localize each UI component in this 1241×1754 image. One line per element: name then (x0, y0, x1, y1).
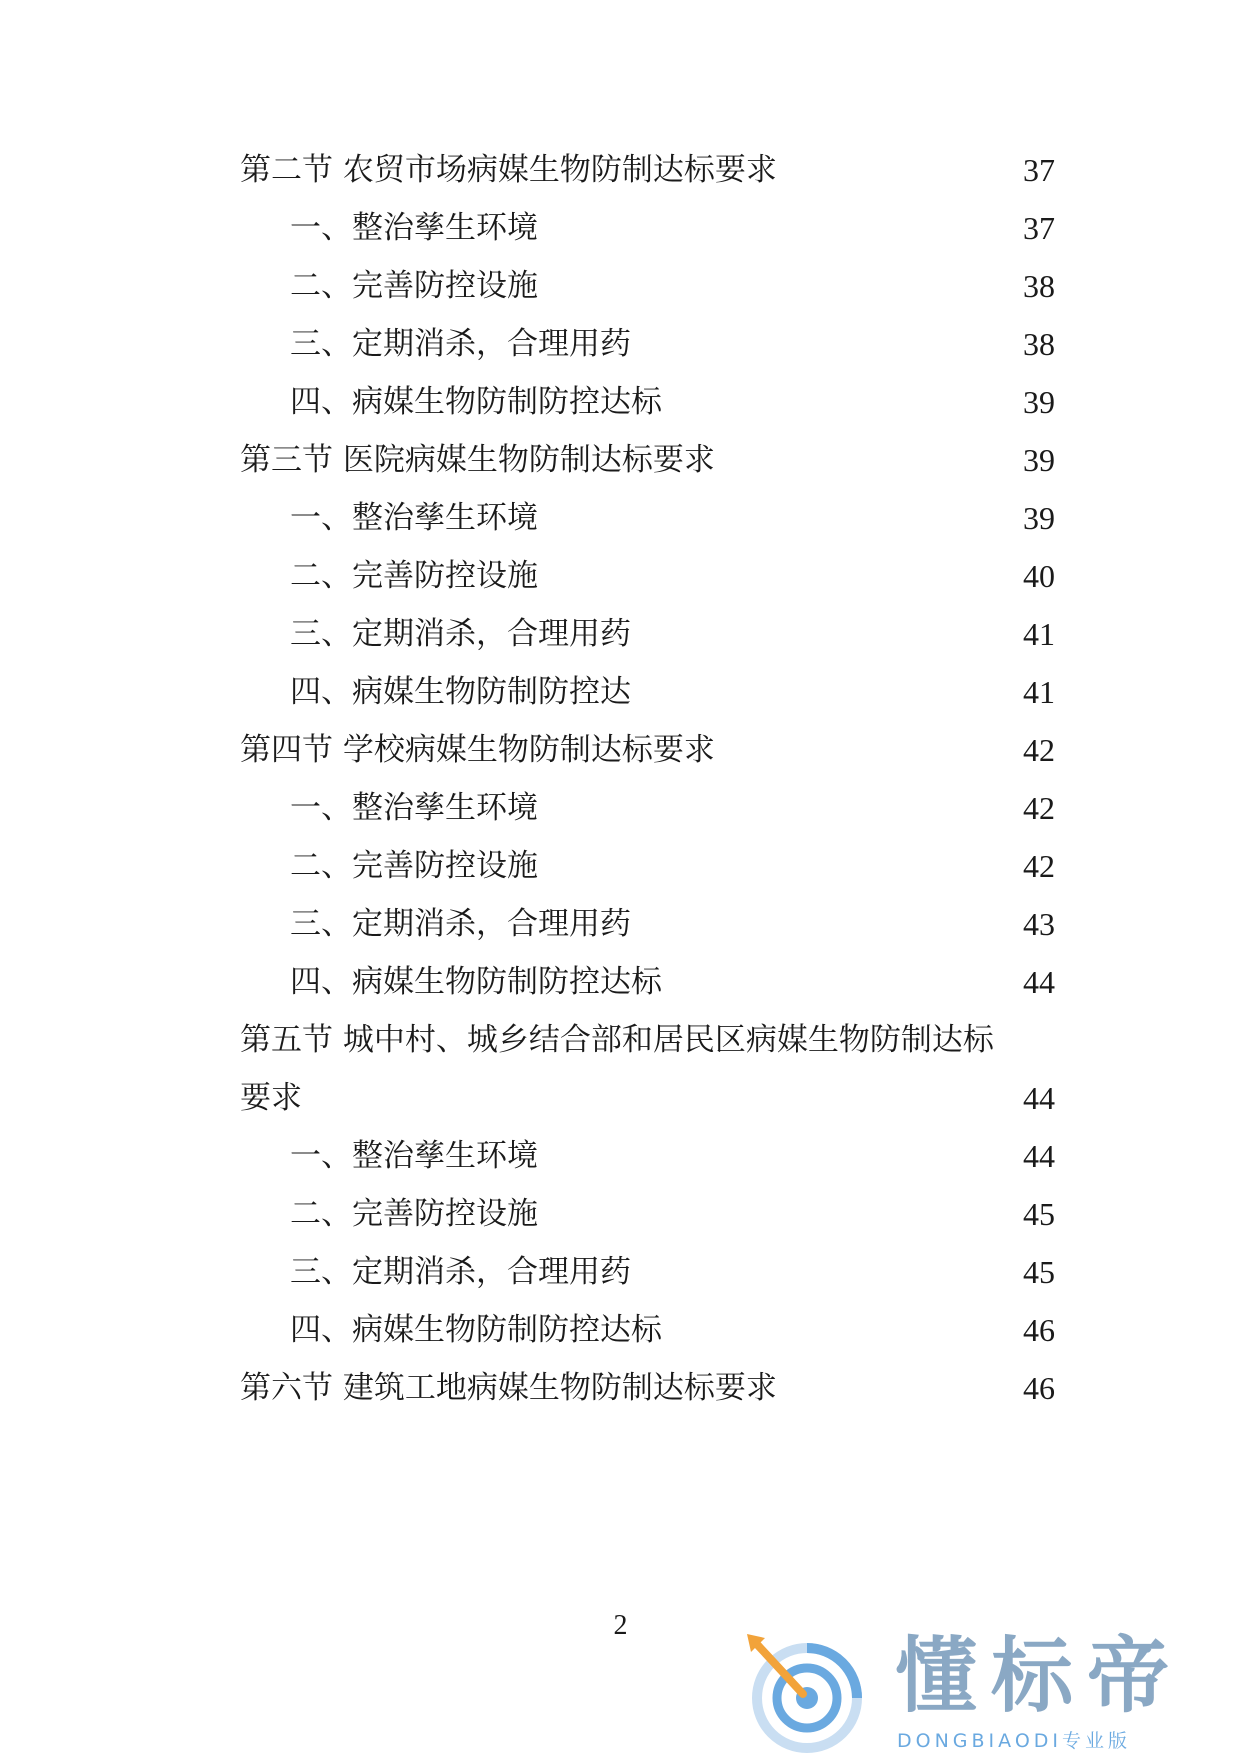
toc-entry-page: 45 (1023, 1196, 1055, 1232)
toc-entry-page: 37 (1023, 152, 1055, 188)
toc-entry (290, 1184, 1055, 1244)
toc-entry-label: 第四节 学校病媒生物防制达标要求 (240, 732, 715, 768)
toc-entry-page: 45 (1023, 1254, 1055, 1290)
toc-entry-page: 42 (1023, 848, 1055, 884)
toc-entry-page: 41 (1023, 616, 1055, 652)
toc-entry-page: 39 (1023, 442, 1055, 478)
toc-entry-page: 43 (1023, 906, 1055, 942)
toc-entry-label: 二、完善防控设施 (290, 268, 538, 304)
toc-entry-page: 38 (1023, 268, 1055, 304)
toc-entry-label: 要求 (240, 1080, 302, 1116)
toc-entry-label: 四、病媒生物防制防控达标 (290, 384, 662, 420)
toc-entry-label: 四、病媒生物防制防控达标 (290, 964, 662, 1000)
toc-entry (290, 778, 1055, 838)
toc-entry-label: 第五节 城中村、城乡结合部和居民区病媒生物防制达标 (240, 1022, 994, 1058)
toc-entry-label: 二、完善防控设施 (290, 848, 538, 884)
toc-entry (290, 1242, 1055, 1302)
toc-entry-page: 44 (1023, 964, 1055, 1000)
toc-entry (240, 1010, 1055, 1070)
page-number: 2 (613, 1610, 628, 1641)
toc-entry-page: 37 (1023, 210, 1055, 246)
toc-entry (240, 430, 1055, 490)
toc-entry-page: 41 (1023, 674, 1055, 710)
toc-entry (290, 372, 1055, 432)
toc-entry-page: 44 (1023, 1080, 1055, 1116)
toc-entry (240, 140, 1055, 200)
toc-entry-page: 39 (1023, 500, 1055, 536)
toc-entry-page: 46 (1023, 1370, 1055, 1406)
toc-entry (290, 488, 1055, 548)
toc-entry-label: 二、完善防控设施 (290, 558, 538, 594)
toc-entry (290, 952, 1055, 1012)
toc-entry-page: 44 (1023, 1138, 1055, 1174)
toc-entry-page: 46 (1023, 1312, 1055, 1348)
toc-entry (240, 1068, 1055, 1128)
toc-entry-page: 42 (1023, 790, 1055, 826)
toc-entry-label: 三、定期消杀，合理用药 (290, 1254, 631, 1290)
toc-entry (290, 604, 1055, 664)
toc-entry-label: 三、定期消杀，合理用药 (290, 906, 631, 942)
toc-entry (290, 1300, 1055, 1360)
toc-entry (290, 836, 1055, 896)
toc-entry-page: 42 (1023, 732, 1055, 768)
target-logo-icon (745, 1634, 865, 1754)
toc-entry-label: 一、整治孳生环境 (290, 500, 538, 536)
toc-entry-label: 四、病媒生物防制防控达 (290, 674, 631, 710)
watermark-brand: 懂标帝 (895, 1629, 1184, 1724)
toc-entry (290, 256, 1055, 316)
toc-entry (290, 662, 1055, 722)
toc-entry-label: 四、病媒生物防制防控达标 (290, 1312, 662, 1348)
toc-entry-label: 一、整治孳生环境 (290, 210, 538, 246)
toc-entry-page: 39 (1023, 384, 1055, 420)
toc-entry-label: 第六节 建筑工地病媒生物防制达标要求 (240, 1370, 777, 1406)
toc-entry-label: 第二节 农贸市场病媒生物防制达标要求 (240, 152, 777, 188)
watermark (745, 1630, 1241, 1754)
toc-entry-label: 三、定期消杀，合理用药 (290, 326, 631, 362)
toc-entry-page: 38 (1023, 326, 1055, 362)
toc-entry-label: 一、整治孳生环境 (290, 790, 538, 826)
watermark-subtitle: DONGBIAODI专业版 (897, 1730, 1132, 1752)
toc-entry-label: 二、完善防控设施 (290, 1196, 538, 1232)
toc-entry (290, 546, 1055, 606)
toc-entry-label: 第三节 医院病媒生物防制达标要求 (240, 442, 715, 478)
toc-entry (290, 314, 1055, 374)
toc-entry-label: 一、整治孳生环境 (290, 1138, 538, 1174)
toc-entry (240, 720, 1055, 780)
toc-entry-label: 三、定期消杀，合理用药 (290, 616, 631, 652)
toc-entry (240, 1358, 1055, 1418)
toc-entry (290, 1126, 1055, 1186)
toc-entry (290, 198, 1055, 258)
toc-entry (290, 894, 1055, 954)
toc-entry-page: 40 (1023, 558, 1055, 594)
